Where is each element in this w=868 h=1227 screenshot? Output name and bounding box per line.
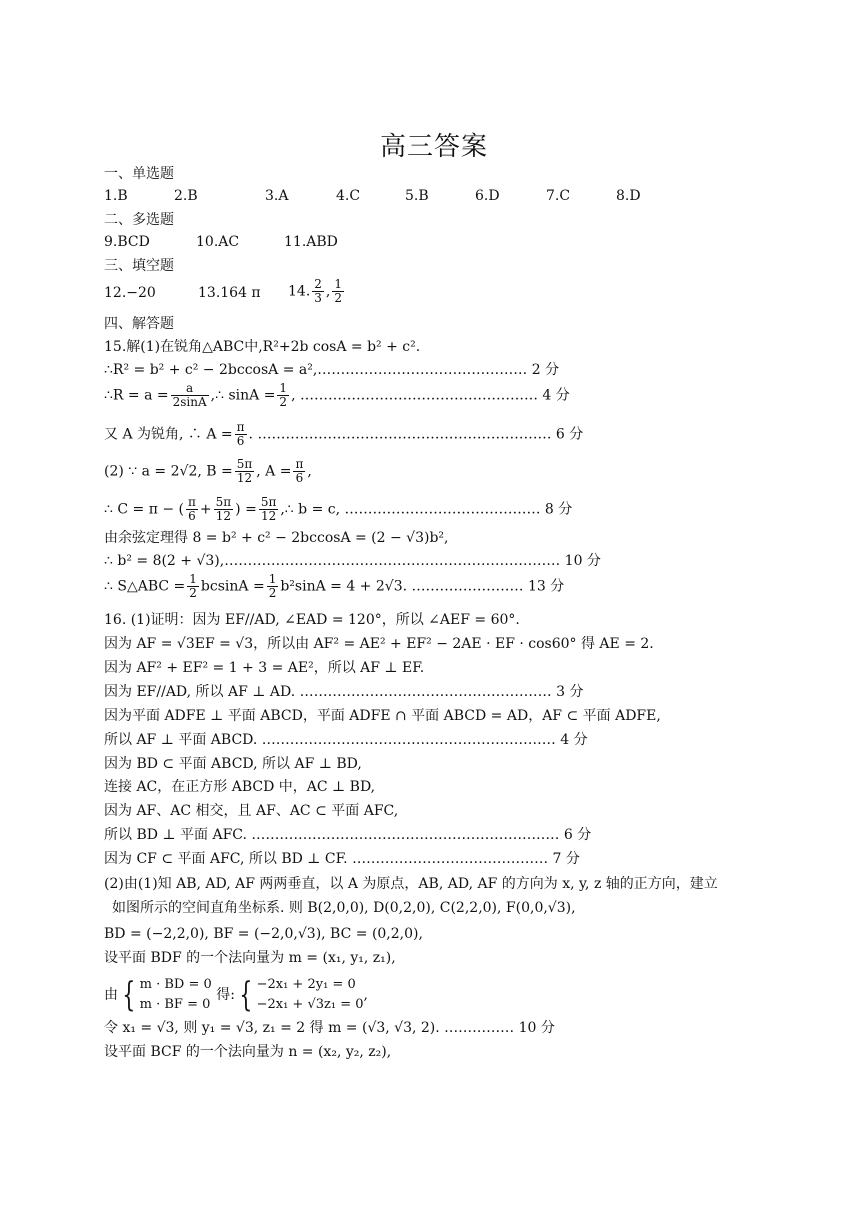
fraction (235, 458, 255, 485)
left-brace: { (122, 975, 136, 1015)
solution-line: 所以 AF ⊥ 平面 ABCD. ……………………………………………………… 4 分 (104, 732, 588, 748)
numerator: 5π (260, 495, 277, 509)
text: ∴ S△ABC = (104, 578, 186, 595)
text: , …………………………………………… 4 分 (291, 387, 570, 404)
equation: m · BF = 0 (139, 997, 211, 1012)
fraction (277, 382, 289, 409)
answer-10: 10.AC (196, 234, 240, 250)
equation: −2x₁ + √3z₁ = 0 (256, 997, 364, 1012)
answer-1: 1.B (104, 188, 128, 204)
fraction (171, 382, 209, 409)
answer-5: 5.B (405, 188, 429, 204)
numerator: π (236, 420, 245, 434)
numerator: 5π (215, 495, 232, 509)
solution-line: 因为 AF、AC 相交，且 AF、AC ⊂ 平面 AFC, (104, 803, 399, 819)
equation: m · BD = 0 (139, 977, 212, 992)
page-title: 高三答案 (379, 132, 488, 162)
solution-line: 因为 AF = √3EF = √3，所以由 AF² = AE² + EF² − 2AE · EF · cos60° 得 AE = 2. (104, 636, 654, 652)
text: ∴R = a = (104, 387, 169, 404)
answer-11: 11.ABD (284, 234, 338, 250)
answer-14: 14. $\frac{2}{3}$ , $\frac{1}{2}$ (288, 277, 342, 305)
numerator: 1 (268, 572, 277, 586)
solution-line: 所以 BD ⊥ 平面 AFC. ………………………………………………………… 6 分 (104, 827, 592, 843)
section-heading-fill-blank: 三、填空题 (104, 258, 174, 274)
denominator: 2 (268, 586, 277, 600)
text: ,∴ sinA = (210, 387, 276, 404)
solution-line (104, 458, 312, 485)
denominator: 2sinA (172, 395, 207, 409)
solution-line: 设平面 BDF 的一个法向量为 m = (x₁, y₁, z₁), (104, 950, 396, 966)
fraction (235, 421, 247, 448)
text: 由 (104, 987, 118, 1003)
text: ,∴ b = c, …………………………………… 8 分 (280, 501, 573, 518)
left-brace: { (239, 975, 253, 1015)
equation-system (140, 975, 212, 1015)
text: ) = (235, 501, 257, 518)
solution-line: 连接 AC，在正方形 ABCD 中，AC ⊥ BD, (104, 779, 376, 795)
numerator: 1 (279, 381, 288, 395)
denominator: 6 (295, 471, 304, 485)
solution-line: BD = (−2,2,0), BF = (−2,0,√3), BC = (0,2,0), (104, 926, 423, 942)
section-heading-single-choice: 一、单选题 (104, 166, 174, 182)
fraction (259, 496, 279, 523)
denominator: 3 (314, 291, 322, 305)
denominator: 2 (279, 395, 288, 409)
denominator: 2 (189, 586, 197, 600)
solution-line (104, 496, 572, 523)
fraction (267, 573, 279, 600)
solution-line: 令 x₁ = √3, 则 y₁ = √3, z₁ = 2 得 m = (√3, √3, 2). …………… 10 分 (104, 1020, 555, 1036)
equation-system-line (104, 975, 368, 1015)
numerator: 1 (189, 572, 197, 586)
answer-3: 3.A (265, 188, 289, 204)
denominator: 6 (188, 509, 196, 523)
equation-system (257, 975, 364, 1015)
answer-2: 2.B (174, 188, 198, 204)
section-heading-solutions: 四、解答题 (104, 316, 174, 332)
answer-8: 8.D (616, 188, 641, 204)
solution-line: 因为 BD ⊂ 平面 ABCD, 所以 AF ⊥ BD, (104, 756, 362, 772)
solution-line: 如图所示的空间直角坐标系. 则 B(2,0,0), D(0,2,0), C(2,2,0), F(0,0,√3), (112, 900, 576, 916)
denominator: 12 (236, 471, 253, 485)
text: bcsinA = (200, 578, 265, 595)
numerator: a (171, 382, 209, 396)
solution-line: ∴ b² = 8(2 + √3),……………………………………………………………… 10 分 (104, 553, 601, 569)
fraction (186, 496, 198, 523)
solution-line: 因为平面 ADFE ⊥ 平面 ABCD，平面 ADFE ∩ 平面 ABCD = AD，AF ⊂ 平面 ADFE, (104, 708, 661, 724)
answer-6: 6.D (475, 188, 500, 204)
fraction (312, 278, 324, 305)
fraction (187, 573, 199, 600)
text: , (307, 463, 312, 480)
text: 得: (216, 987, 235, 1003)
text: (2) ∵ a = 2√2, B = (104, 463, 233, 480)
numerator: 2 (314, 277, 322, 291)
fraction (214, 496, 234, 523)
answer-13: 13.164 π (198, 285, 261, 301)
solution-line: 因为 AF² + EF² = 1 + 3 = AE²，所以 AF ⊥ EF. (104, 660, 425, 676)
numerator: π (295, 457, 304, 471)
numerator: 5π (236, 457, 253, 471)
solution-line (104, 573, 564, 600)
text: . ……………………………………………………… 6 分 (248, 426, 584, 443)
text: + (199, 501, 212, 518)
answer-4: 4.C (336, 188, 361, 204)
fraction (293, 458, 305, 485)
solution-line: (2)由(1)知 AB, AD, AF 两两垂直，以 A 为原点，AB, AD, AF 的方向为 x, y, z 轴的正方向，建立 (104, 876, 718, 892)
answer-7: 7.C (546, 188, 571, 204)
solution-line: 15.解(1)在锐角△ABC中,R²+2b cosA = b² + c². (104, 339, 421, 355)
numerator: π (188, 495, 196, 509)
solution-line: 因为 EF//AD, 所以 AF ⊥ AD. ……………………………………………… 3 分 (104, 684, 584, 700)
solution-line (104, 382, 570, 409)
equation: −2x₁ + 2y₁ = 0 (256, 977, 356, 992)
answer-9: 9.BCD (104, 234, 150, 250)
text: , A = (256, 463, 292, 480)
solution-line: 因为 CF ⊂ 平面 AFC, 所以 BD ⊥ CF. …………………………………… 7 分 (104, 851, 580, 867)
section-heading-multi-choice: 二、多选题 (104, 212, 174, 228)
solution-line: ∴R² = b² + c² − 2bccosA = a²,……………………………………… 2 分 (104, 362, 560, 378)
solution-line: 设平面 BCF 的一个法向量为 n = (x₂, y₂, z₂), (104, 1044, 392, 1060)
answer-14-label: 14. (288, 283, 311, 300)
text: , (363, 987, 368, 1003)
text: 又 A 为锐角, ∴ A = (104, 426, 233, 443)
denominator: 12 (215, 509, 232, 523)
answer-12: 12.−20 (104, 285, 156, 301)
text: b²sinA = 4 + 2√3. …………………… 13 分 (280, 578, 565, 595)
text: ∴ C = π − ( (104, 501, 184, 518)
fraction (332, 278, 344, 305)
solution-line: 16. (1)证明：因为 EF//AD, ∠EAD = 120°，所以 ∠AEF = 60°. (104, 612, 520, 628)
numerator: 1 (334, 277, 342, 291)
solution-line: 由余弦定理得 8 = b² + c² − 2bccosA = (2 − √3)b², (104, 530, 449, 546)
denominator: 6 (236, 434, 245, 448)
denominator: 12 (260, 509, 277, 523)
denominator: 2 (334, 291, 342, 305)
solution-line (104, 421, 583, 448)
